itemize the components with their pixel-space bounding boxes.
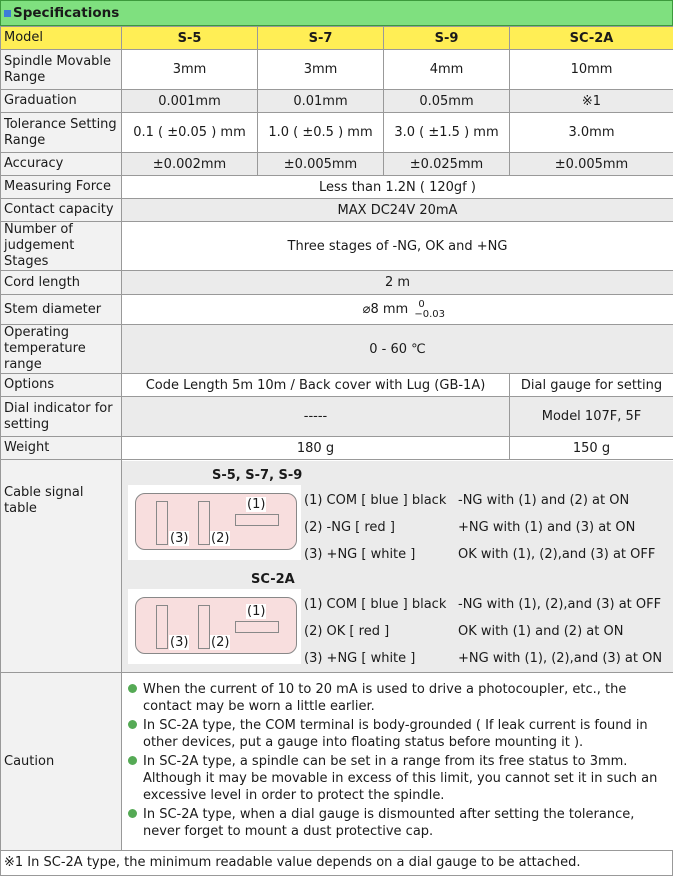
cord-row — [1, 271, 673, 295]
list-item — [125, 753, 670, 804]
pin-3 — [156, 501, 168, 545]
caution-text: In SC-2A type, when a dial gauge is dismounted after setting the tolerance, never forget to mount a dust protective cap. — [143, 807, 634, 839]
row-label: Caution — [1, 673, 122, 851]
cell-value: ±0.005mm — [258, 153, 384, 176]
cell-value: 3mm — [122, 50, 258, 90]
model-s5: S-5 — [122, 27, 258, 50]
row-label: Options — [1, 374, 122, 397]
stages-row — [1, 222, 673, 271]
logic-text: -NG with (1), (2),and (3) at OFF — [458, 597, 661, 612]
caution-list-cell — [122, 673, 673, 851]
row-label: Number of judgement Stages — [1, 222, 122, 271]
graduation-row — [1, 90, 673, 113]
pin-label: (3) — [169, 635, 189, 650]
stem-tolerance — [412, 303, 432, 317]
cell-value: MAX DC24V 20mA — [122, 199, 673, 222]
caution-text: In SC-2A type, the COM terminal is body-grounded ( If leak current is found in other devices, put a gauge into floating status before mounting it ). — [143, 718, 648, 750]
cell-value: 10mm — [510, 50, 673, 90]
cell-value: Dial gauge for setting — [510, 374, 673, 397]
header-row — [1, 27, 673, 50]
range-row — [1, 50, 673, 90]
pin-label: (1) — [246, 497, 266, 512]
cell-value: 0 - 60 ℃ — [122, 325, 673, 374]
weight-row — [1, 437, 673, 460]
force-row — [1, 176, 673, 199]
tolerance-row — [1, 113, 673, 153]
caution-row — [1, 673, 673, 851]
model-s9: S-9 — [384, 27, 510, 50]
row-label: Graduation — [1, 90, 122, 113]
cell-value: 0.01mm — [258, 90, 384, 113]
wire-text: (2) OK [ red ] — [304, 624, 389, 639]
row-label: Measuring Force — [1, 176, 122, 199]
row-label: Weight — [1, 437, 122, 460]
pin-2 — [198, 501, 210, 545]
bullet-icon — [128, 720, 137, 729]
bullet-icon — [128, 756, 137, 765]
cable-group-title: S-5, S-7, S-9 — [212, 468, 302, 483]
cell-value: ※1 — [510, 90, 673, 113]
row-label: Operating temperature range — [1, 325, 122, 374]
section-title — [0, 0, 673, 26]
row-label: Spindle Movable Range — [1, 50, 122, 90]
row-label: Dial indicator for setting — [1, 397, 122, 437]
cell-value: 4mm — [384, 50, 510, 90]
logic-text: +NG with (1), (2),and (3) at ON — [458, 651, 662, 666]
caution-text: When the current of 10 to 20 mA is used to drive a photocoupler, etc., the contact may be worn a little earlier. — [143, 682, 626, 714]
list-item — [125, 681, 670, 715]
cell-value: ±0.005mm — [510, 153, 673, 176]
row-label: Contact capacity — [1, 199, 122, 222]
stem-row — [1, 295, 673, 325]
cell-value: 180 g — [122, 437, 510, 460]
dial-row — [1, 397, 673, 437]
logic-text: OK with (1) and (2) at ON — [458, 624, 623, 639]
wire-text: (2) -NG [ red ] — [304, 520, 395, 535]
cell-value: 150 g — [510, 437, 673, 460]
tolerance-lower: −0.03 — [414, 310, 445, 320]
pin-3 — [156, 605, 168, 649]
row-label: Cord length — [1, 271, 122, 295]
cable-group-title: SC-2A — [251, 572, 295, 587]
cell-value: 0.1 ( ±0.05 ) mm — [122, 113, 258, 153]
cell-value — [122, 295, 673, 325]
cell-value: 3.0 ( ±1.5 ) mm — [384, 113, 510, 153]
wire-text: (3) +NG [ white ] — [304, 651, 415, 666]
options-row — [1, 374, 673, 397]
cell-value: Less than 1.2N ( 120gf ) — [122, 176, 673, 199]
caution-list — [125, 679, 670, 845]
pin-label: (2) — [210, 531, 230, 546]
list-item — [125, 717, 670, 751]
row-label: Stem diameter — [1, 295, 122, 325]
connector-diagram — [128, 589, 301, 664]
square-bullet-icon — [4, 10, 11, 17]
temperature-row — [1, 325, 673, 374]
footnote: ※1 In SC-2A type, the minimum readable value depends on a dial gauge to be attached. — [0, 851, 673, 876]
cell-value: Three stages of -NG, OK and +NG — [122, 222, 673, 271]
accuracy-row — [1, 153, 673, 176]
bullet-icon — [128, 809, 137, 818]
row-label: Accuracy — [1, 153, 122, 176]
cell-value: ----- — [122, 397, 510, 437]
cell-value: Code Length 5m 10m / Back cover with Lug (GB-1A) — [122, 374, 510, 397]
pin-label: (3) — [169, 531, 189, 546]
bullet-icon — [128, 684, 137, 693]
wire-text: (1) COM [ blue ] black — [304, 597, 446, 612]
cell-value: 0.05mm — [384, 90, 510, 113]
section-title-text: Specifications — [13, 5, 119, 21]
row-label: Cable signal table — [1, 460, 122, 673]
list-item — [125, 806, 670, 840]
stem-value: ⌀8 mm — [363, 302, 409, 317]
cable-cell — [122, 460, 673, 673]
pin-label: (1) — [246, 604, 266, 619]
header-label: Model — [1, 27, 122, 50]
wire-text: (1) COM [ blue ] black — [304, 493, 446, 508]
tolerance-upper: 0 — [418, 300, 424, 310]
cell-value: ±0.002mm — [122, 153, 258, 176]
pin-label: (2) — [210, 635, 230, 650]
cable-signal-table — [122, 461, 673, 672]
cell-value: Model 107F, 5F — [510, 397, 673, 437]
pin-1 — [235, 621, 279, 633]
model-s7: S-7 — [258, 27, 384, 50]
caution-text: In SC-2A type, a spindle can be set in a range from its free status to 3mm. Although it may be movable in excess of this limit, you cannot set it in such an excessive level in order to protect the spindle. — [143, 754, 657, 803]
pin-1 — [235, 514, 279, 526]
contact-row — [1, 199, 673, 222]
cell-value: ±0.025mm — [384, 153, 510, 176]
wire-text: (3) +NG [ white ] — [304, 547, 415, 562]
cell-value: 1.0 ( ±0.5 ) mm — [258, 113, 384, 153]
cell-value: 0.001mm — [122, 90, 258, 113]
cell-value: 3.0mm — [510, 113, 673, 153]
cable-row — [1, 460, 673, 673]
pin-2 — [198, 605, 210, 649]
spec-table — [0, 26, 673, 851]
cell-value: 2 m — [122, 271, 673, 295]
logic-text: +NG with (1) and (3) at ON — [458, 520, 635, 535]
row-label: Tolerance Setting Range — [1, 113, 122, 153]
logic-text: OK with (1), (2),and (3) at OFF — [458, 547, 655, 562]
connector-diagram — [128, 485, 301, 560]
model-sc2a: SC-2A — [510, 27, 673, 50]
logic-text: -NG with (1) and (2) at ON — [458, 493, 629, 508]
cell-value: 3mm — [258, 50, 384, 90]
